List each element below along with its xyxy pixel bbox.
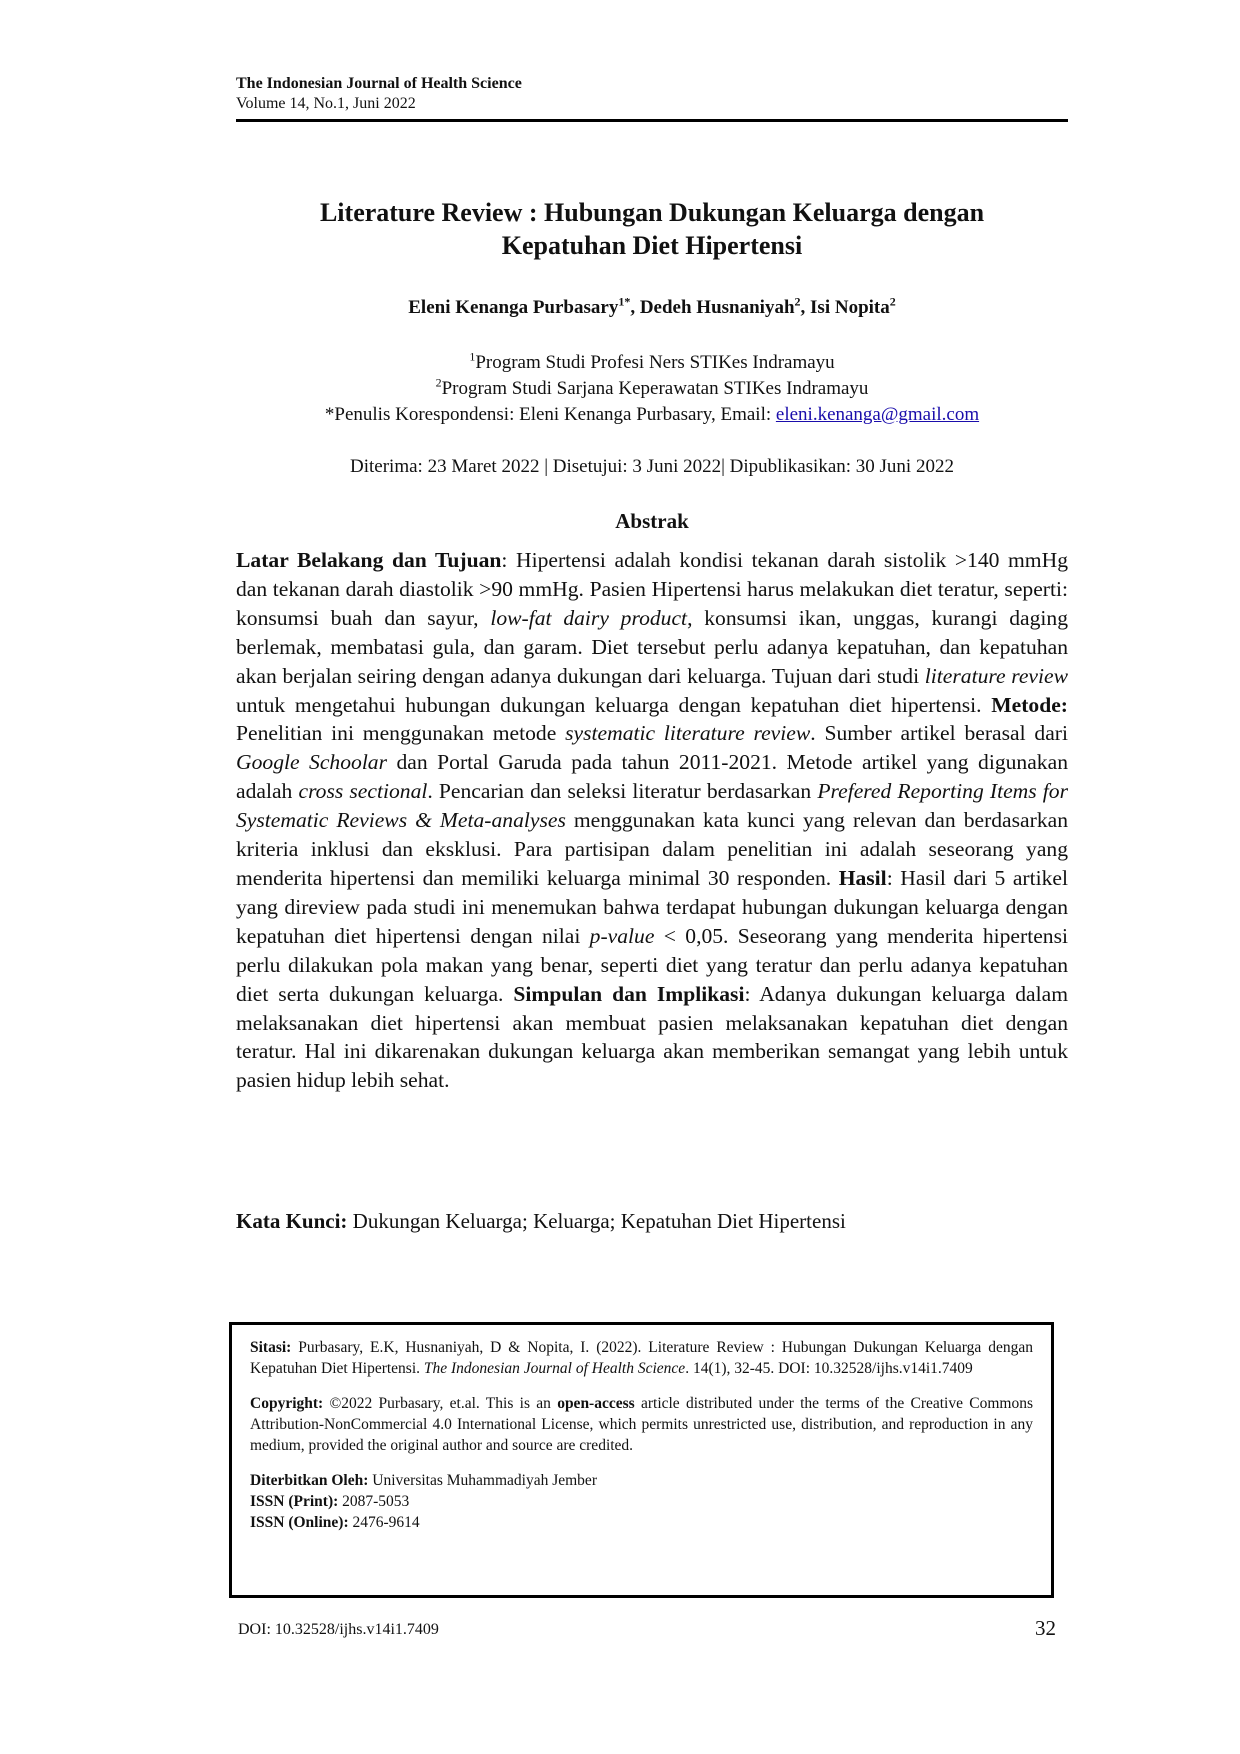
affiliation-text: Program Studi Sarjana Keperawatan STIKes Indramayu [441,378,869,399]
citation-paragraph [250,1337,1033,1379]
abstract-text: dan Portal Garuda pada tahun 2011-2021. Metode artikel yang digunakan adalah [236,750,1068,804]
publisher-label: Diterbitkan Oleh: [250,1472,369,1489]
abstract-text: menggunakan kata kunci yang relevan dan berdasarkan kriteria inklusi dan eksklusi. Para partisipan dalam penelitian ini adalah seseorang yang menderita hipertensi dan memiliki keluarga minimal 30 responden. [236,808,1069,890]
article-title [236,196,1068,262]
footer-doi: DOI: 10.32528/ijhs.v14i1.7409 [238,1621,439,1638]
citation-label: Sitasi: [250,1339,292,1356]
copyright-text: article distributed under the terms of the Creative Commons Attribution-NonCommercial 4.0 International License, which permits unrestricted use, distribution, and reproduction in any medium, provided the original author and source are credited. [250,1395,1034,1454]
author-separator: , [630,297,640,318]
page-number: 32 [1035,1616,1056,1640]
header-divider [236,119,1068,122]
abstract-italic-term: Google Schoolar [236,750,388,775]
affiliation-text: Program Studi Profesi Ners STIKes Indramayu [475,352,835,373]
abstract-text: < 0,05. Seseorang yang menderita hipertensi perlu dilakukan pola makan yang benar, seperti diet yang teratur dan perlu adanya kepatuhan diet serta dukungan keluarga. [236,923,1068,1006]
author-name: Eleni Kenanga Purbasary [408,297,619,318]
abstract-body [236,546,1068,1095]
journal-volume: Volume 14, No.1, Juni 2022 [236,95,416,112]
keywords-text: Dukungan Keluarga; Keluarga; Kepatuhan Diet Hipertensi [347,1209,846,1233]
journal-header [236,74,1068,114]
affiliation-item [236,350,1068,376]
publisher-text: Universitas Muhammadiyah Jember [368,1472,597,1489]
affiliations [236,350,1068,428]
journal-name: The Indonesian Journal of Health Science [236,75,522,92]
abstract-italic-term: p-value [589,923,655,948]
citation-text: . 14(1), 32-45. DOI: 10.32528/ijhs.v14i1.7409 [685,1360,973,1377]
abstract-italic-term: literature review [924,663,1068,688]
citation-text: Purbasary, E.K, Husnaniyah, D & Nopita, I. (2022). Literature Review : Hubungan Dukungan Keluarga dengan Kepatuhan Diet Hipertensi. [250,1339,1033,1377]
correspondence-prefix: *Penulis Korespondensi: Eleni Kenanga Purbasary, Email: [324,404,776,425]
author-separator: , [800,297,811,318]
abstract-text: : Hipertensi adalah kondisi tekanan darah sistolik >140 mmHg dan tekanan darah diastolik >90 mmHg. Pasien Hipertensi harus melakukan diet teratur, seperti: konsumsi buah dan sayur, [236,548,1068,630]
affiliation-mark: 1 [469,349,476,364]
abstract-italic-term: cross sectional [298,779,428,804]
author-name: Dedeh Husnaniyah [639,297,795,318]
citation-info-box [229,1322,1054,1598]
correspondence-email-link[interactable]: eleni.kenanga@gmail.com [775,404,980,425]
issn-print-text: 2087-5053 [338,1493,410,1510]
affiliation-mark: 2 [435,375,442,390]
author-list [236,296,1068,320]
abstract-italic-term: Prefered Reporting Items for Systematic Reviews & Meta-analyses [236,779,1068,833]
issn-print-label: ISSN (Print): [250,1493,339,1510]
abstract-text: . Pencarian dan seleksi literatur berdasarkan [427,779,818,804]
abstract-text: . Sumber artikel berasal dari [810,721,1068,746]
issn-online-text: 2476-9614 [348,1514,420,1531]
author-affiliation-mark: 2 [889,294,896,309]
issn-online-label: ISSN (Online): [250,1514,349,1531]
keywords-label: Kata Kunci: [236,1209,348,1233]
result-label: Hasil [838,865,887,890]
copyright-paragraph [250,1393,1033,1456]
publisher-paragraph [250,1470,1033,1533]
abstract-text: : Hasil dari 5 artikel yang direview pada studi ini menemukan bahwa terdapat hubungan dukungan keluarga dengan kepatuhan diet hipertensi dengan nilai [236,865,1068,948]
abstract-italic-term: low-fat dairy product [490,605,688,630]
publication-dates: Diterima: 23 Maret 2022 | Disetujui: 3 Juni 2022| Dipublikasikan: 30 Juni 2022 [350,456,954,477]
copyright-label: Copyright: [250,1395,324,1412]
affiliation-item [236,376,1068,402]
abstract-text: untuk mengetahui hubungan dukungan keluarga dengan kepatuhan diet hipertensi. [236,692,992,717]
issn-online-line [250,1514,420,1531]
title-line-1: Literature Review : Hubungan Dukungan Keluarga dengan [319,198,985,227]
citation-info-content [250,1337,1033,1533]
correspondence [236,402,1068,428]
open-access-label: open-access [557,1395,635,1412]
background-label: Latar Belakang dan Tujuan [236,548,502,572]
abstract-italic-term: systematic literature review [565,721,811,746]
copyright-text: ©2022 Purbasary, et.al. This is an [323,1395,558,1412]
keywords [236,1208,1068,1234]
title-line-2: Kepatuhan Diet Hipertensi [501,231,803,260]
publisher-line [250,1472,597,1489]
abstract-text: Penelitian ini menggunakan metode [236,721,566,746]
method-label: Metode: [991,692,1068,717]
author-affiliation-mark: 2 [794,294,801,309]
author-affiliation-mark: 1* [618,294,631,309]
citation-journal: The Indonesian Journal of Health Science [423,1360,686,1377]
abstract-text: , konsumsi ikan, unggas, kurangi daging berlemak, membatasi gula, dan garam. Diet tersebut perlu adanya kepatuhan, dan kepatuhan akan berjalan seiring dengan adanya dukungan dari keluarga. Tujuan dari studi [236,605,1069,688]
abstract-heading: Abstrak [615,509,689,533]
conclusion-label: Simpulan dan Implikasi [513,981,745,1006]
author-name: Isi Nopita [810,297,890,318]
abstract-text: : Adanya dukungan keluarga dalam melaksanakan diet hipertensi akan membuat pasien melaksanakan kepatuhan diet dengan teratur. Hal ini dikarenakan dukungan keluarga akan memberikan semangat yang lebih untuk pasien hidup lebih sehat. [236,981,1068,1093]
issn-print-line [250,1493,409,1510]
